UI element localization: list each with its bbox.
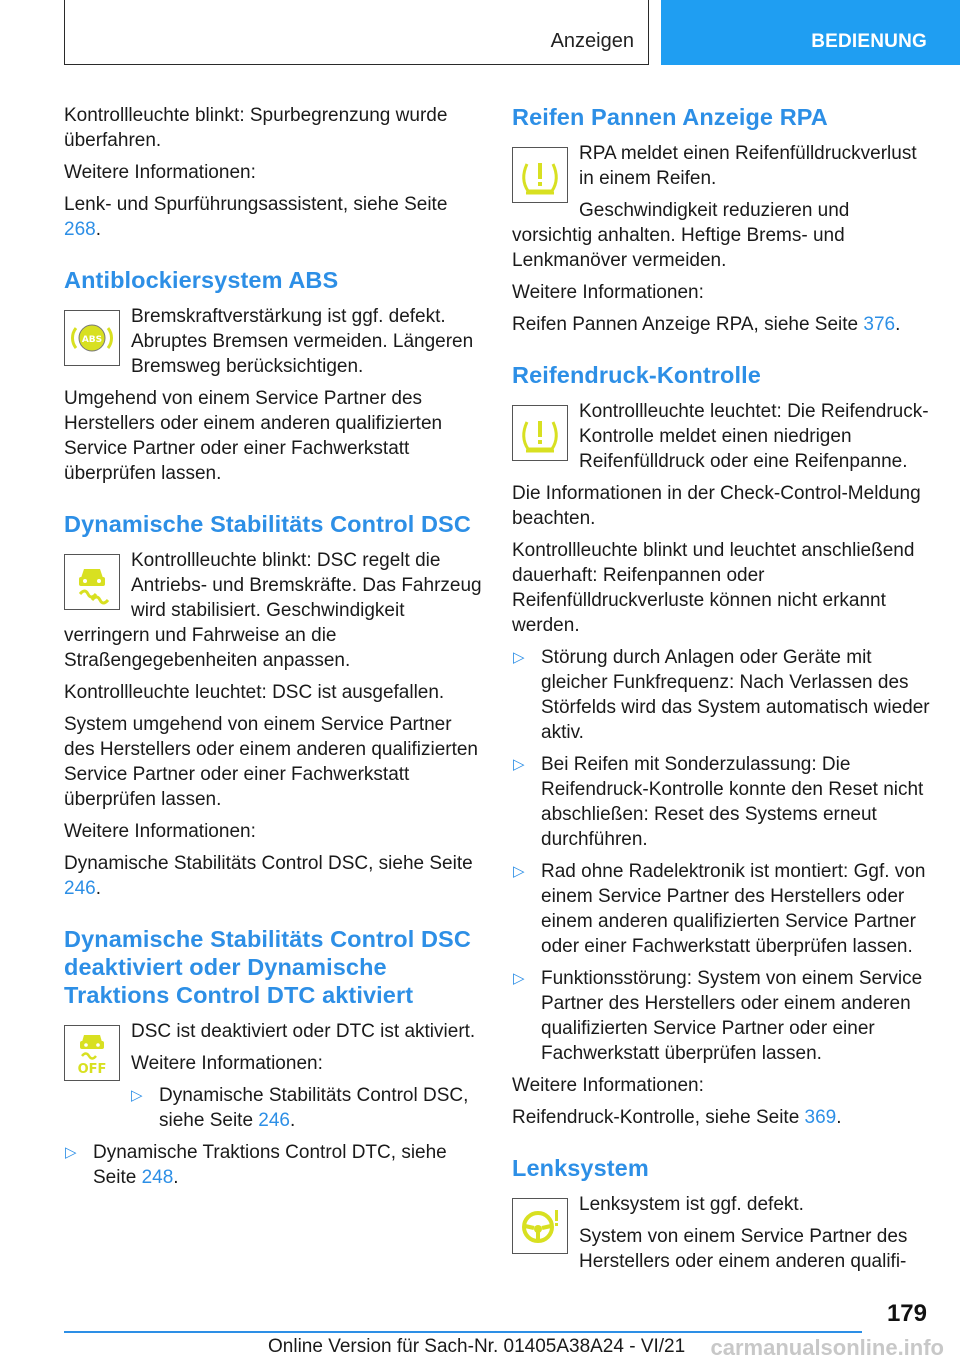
dsc-more-info-label: Weitere Informationen:: [64, 821, 256, 842]
watermark: carmanualsonline.info: [710, 1335, 944, 1360]
dsc-off-list: [64, 1140, 482, 1190]
rpa-more-info-label: Weitere Informationen:: [512, 282, 704, 303]
triangle-bullet-icon: ▷: [513, 863, 525, 880]
dsc-text-1: Kontrollleuchte blinkt: DSC regelt die Antriebs- und Bremskräfte. Das Fahrzeug wird stabilisiert. Geschwindigkeit verringern und Fahrweise an die Straßengegebenheiten anpassen.: [64, 550, 482, 671]
online-version-text: Online Version für Sach-Nr. 01405A38A24 - VI/21: [268, 1336, 686, 1357]
section-tab: [64, 0, 649, 65]
page-link-246[interactable]: 246: [258, 1110, 290, 1131]
steering-wheel-warning-icon: [512, 1198, 568, 1254]
dsc-off-text-1: DSC ist deaktiviert oder DTC ist aktiviert.: [131, 1021, 476, 1042]
triangle-bullet-icon: ▷: [513, 649, 525, 666]
dsc-text-2: Kontrollleuchte leuchtet: DSC ist ausgefallen.: [64, 682, 445, 703]
abs-warning-icon: [64, 310, 120, 366]
heading-rdc: Reifendruck-Kontrolle: [512, 362, 761, 388]
page-number: 179: [886, 1300, 927, 1327]
list-item: ▷ Bei Reifen mit Sonderzulassung: Die Reifendruck-Kontrolle konnte den Reset nicht abschließen: Reset des Systems erneut durchführen.: [513, 754, 924, 850]
heading-steering: Lenksystem: [512, 1155, 649, 1181]
list-item: ▷ Dynamische Traktions Control DTC, siehe Seite 248.: [65, 1142, 447, 1188]
triangle-bullet-icon: ▷: [131, 1087, 143, 1104]
steering-text-2: System von einem Service Partner des Herstellers oder einem anderen qualifi-: [579, 1226, 908, 1272]
page-link-246[interactable]: 246: [64, 878, 96, 899]
list-item: ▷ Dynamische Stabilitäts Control DSC, siehe Seite 246.: [131, 1085, 469, 1131]
heading-abs: Antiblockiersystem ABS: [64, 267, 339, 293]
dsc-off-more-info-label: Weitere Informationen:: [131, 1053, 323, 1074]
list-item: ▷ Störung durch Anlagen oder Geräte mit gleicher Funkfrequenz: Nach Verlassen des Störfelds wird das System automatisch wieder aktiv.: [513, 647, 930, 743]
abs-text-2: Umgehend von einem Service Partner des Herstellers oder einem anderen qualifizierten Service Partner oder einer Fachwerkstatt überprüfen lassen.: [64, 388, 443, 484]
rdc-text-2: Die Informationen in der Check-Control-Meldung beachten.: [512, 483, 921, 529]
tire-pressure-warning-icon: [512, 405, 568, 461]
abs-text-1: Bremskraftverstärkung ist ggf. defekt. Abruptes Bremsen vermeiden. Längeren Bremsweg berücksichtigen.: [131, 306, 474, 377]
dsc-off-sublist: [64, 1083, 482, 1133]
triangle-bullet-icon: ▷: [513, 970, 525, 987]
page-link-369[interactable]: 369: [804, 1107, 837, 1128]
left-column: [64, 103, 482, 1197]
rpa-text-2: Geschwindigkeit reduzieren und vorsichtig anhalten. Heftige Brems- und Lenkmanöver vermeiden.: [512, 200, 850, 271]
rpa-text-1: RPA meldet einen Reifenfülldruckverlust in einem Reifen.: [579, 143, 917, 189]
steering-text-1: Lenksystem ist ggf. defekt.: [579, 1194, 804, 1215]
rpa-reference: Reifen Pannen Anzeige RPA, siehe Seite 376.: [512, 314, 901, 335]
page-link-268[interactable]: 268: [64, 219, 96, 240]
rdc-list: [512, 645, 930, 1066]
heading-rpa: Reifen Pannen Anzeige RPA: [512, 104, 828, 130]
dsc-reference: Dynamische Stabilitäts Control DSC, siehe Seite 246.: [64, 853, 473, 899]
list-item: ▷ Funktionsstörung: System von einem Service Partner des Herstellers oder einem anderen qualifizierten Service Partner oder einer Fachwerkstatt überprüfen lassen.: [513, 968, 923, 1064]
rdc-more-info-label: Weitere Informationen:: [512, 1075, 704, 1096]
reference-text: Lenk- und Spurführungsassistent, siehe Seite 268.: [64, 194, 448, 240]
dsc-skid-icon: [64, 554, 120, 610]
dsc-off-icon: [64, 1025, 120, 1081]
intro-text: Kontrollleuchte blinkt: Spurbegrenzung wurde überfahren.: [64, 105, 448, 151]
chapter-title: BEDIENUNG: [811, 31, 927, 52]
page-link-248[interactable]: 248: [141, 1167, 174, 1188]
rdc-text-1: Kontrollleuchte leuchtet: Die Reifendruck-Kontrolle meldet einen niedrigen Reifenfülldruck oder eine Reifenpanne.: [579, 401, 929, 472]
list-item: ▷ Rad ohne Radelektronik ist montiert: Ggf. von einem Service Partner des Herstellers oder einem anderen qualifizierten Service Partner oder einer Fachwerkstatt überprüfen lassen.: [513, 861, 926, 957]
rdc-text-3: Kontrollleuchte blinkt und leuchtet anschließend dauerhaft: Reifenpannen oder Reifenfülldruckverluste können nicht erkannt werden.: [512, 540, 915, 636]
rdc-reference: Reifendruck-Kontrolle, siehe Seite 369.: [512, 1107, 842, 1128]
tire-pressure-warning-icon: [512, 147, 568, 203]
triangle-bullet-icon: ▷: [513, 756, 525, 773]
page-link-376[interactable]: 376: [863, 314, 896, 335]
section-title: Anzeigen: [550, 30, 634, 52]
chapter-tab: [661, 0, 960, 65]
more-info-label: Weitere Informationen:: [64, 162, 256, 183]
right-column: [512, 103, 930, 1281]
heading-dsc-off: Dynamische Stabilitäts Control DSC deaktiviert oder Dynamische Traktions Control DTC aktiviert: [64, 926, 471, 1008]
heading-dsc: Dynamische Stabilitäts Control DSC: [64, 511, 471, 537]
dsc-text-3: System umgehend von einem Service Partner des Herstellers oder einem anderen qualifizierten Service Partner oder einer Fachwerkstatt überprüfen lassen.: [64, 714, 479, 810]
footer-divider: [64, 1331, 862, 1333]
svg-text:OFF: OFF: [77, 1062, 107, 1077]
svg-text:ABS: ABS: [81, 335, 103, 345]
triangle-bullet-icon: ▷: [65, 1144, 77, 1161]
